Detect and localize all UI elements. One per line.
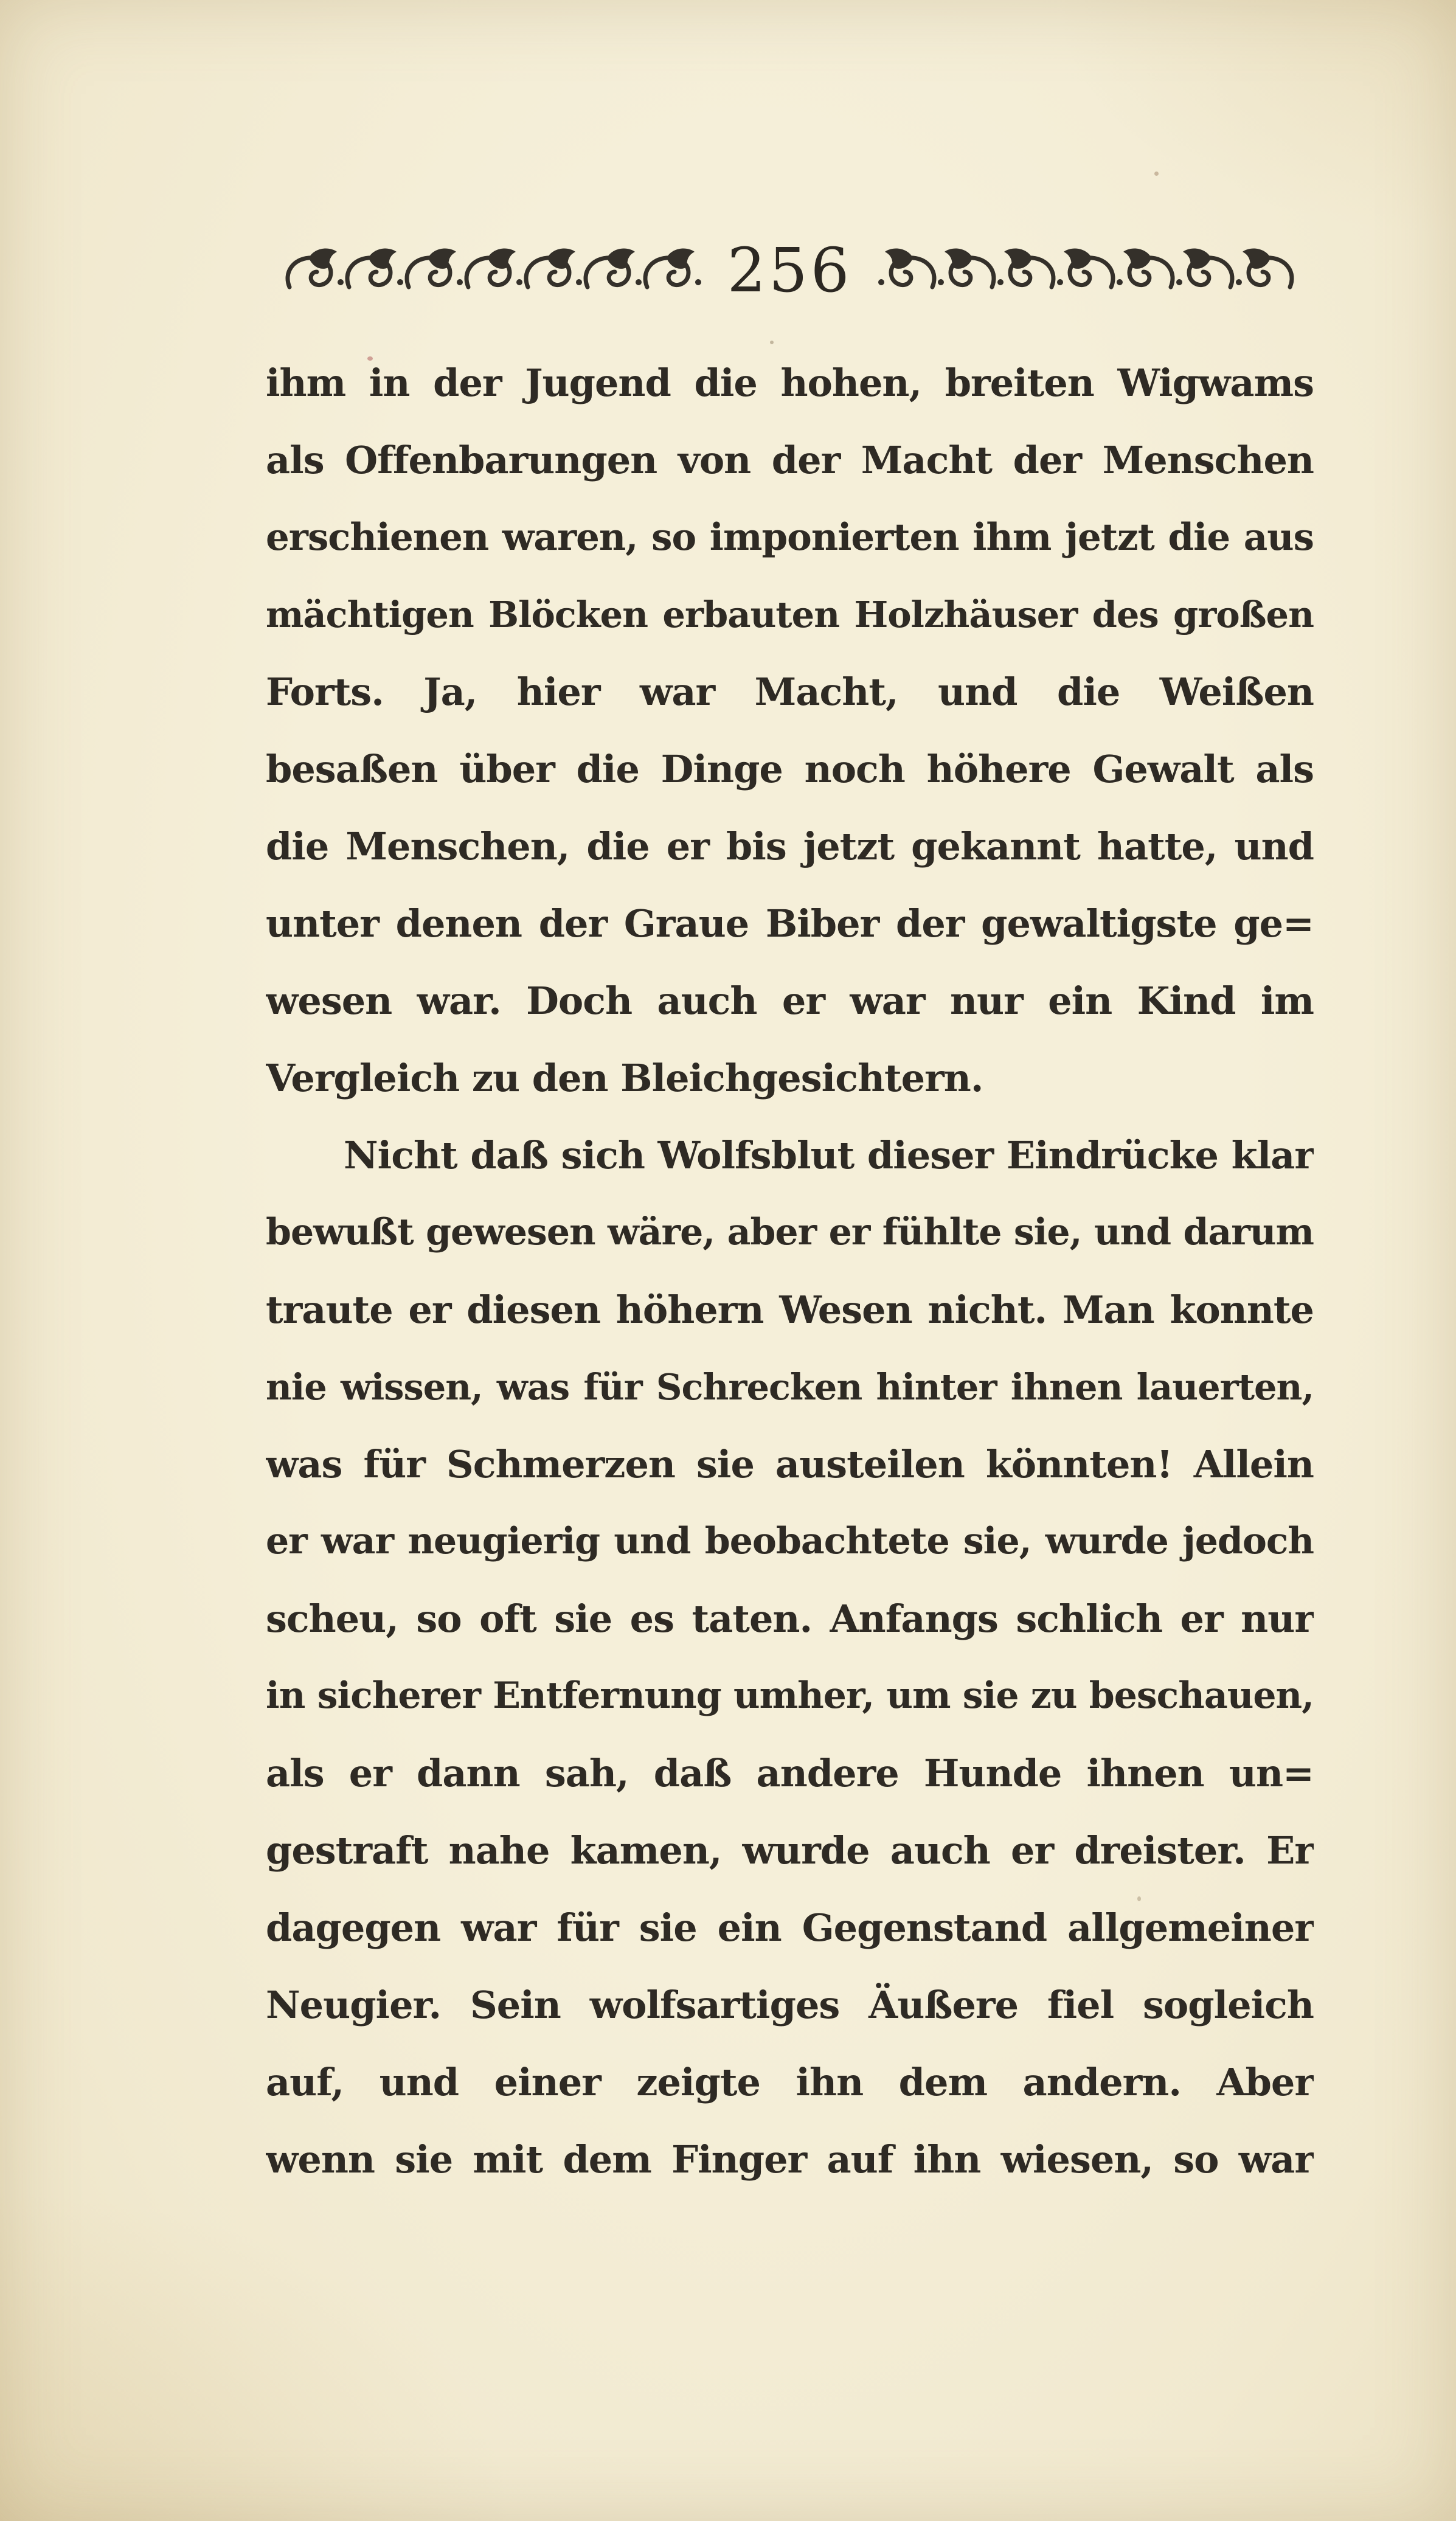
- page-number: 256: [727, 235, 853, 306]
- text-line: als Offenbarungen von der Macht der Menschen: [266, 438, 1314, 482]
- header-ornament-right-icon: [878, 247, 1295, 300]
- text-line: auf, und einer zeigte ihn dem andern. Aber: [266, 2060, 1314, 2104]
- text-line: wenn sie mit dem Finger auf ihn wiesen, so war: [266, 2137, 1314, 2182]
- text-line: bewußt gewesen wäre, aber er fühlte sie, und darum: [266, 1211, 1314, 1254]
- text-line: dagegen war für sie ein Gegenstand allgemeiner: [266, 1905, 1314, 1950]
- text-line: Vergleich zu den Bleichgesichtern.: [266, 1056, 983, 1100]
- page-header: [266, 235, 1314, 307]
- text-line: was für Schmerzen sie austeilen könnten! Allein: [266, 1442, 1314, 1486]
- text-line: mächtigen Blöcken erbauten Holzhäuser des großen: [266, 594, 1314, 636]
- text-line: erschienen waren, so imponierten ihm jetzt die aus: [266, 516, 1314, 559]
- text-line: er war neugierig und beobachtete sie, wurde jedoch: [266, 1520, 1314, 1562]
- body-text: [266, 344, 1314, 2198]
- text-line: besaßen über die Dinge noch höhere Gewalt als: [266, 747, 1314, 791]
- text-line: gestraft nahe kamen, wurde auch er dreister. Er: [266, 1828, 1314, 1873]
- text-line: ihm in der Jugend die hohen, breiten Wigwams: [266, 361, 1314, 405]
- paper-speck: [1154, 172, 1159, 176]
- text-line: die Menschen, die er bis jetzt gekannt hatte, und: [266, 824, 1314, 869]
- text-line: Nicht daß sich Wolfsblut dieser Eindrücke klar: [344, 1133, 1314, 1177]
- text-line: nie wissen, was für Schrecken hinter ihnen lauerten,: [266, 1366, 1314, 1408]
- text-line: Forts. Ja, hier war Macht, und die Weißen: [266, 670, 1314, 714]
- text-line: wesen war. Doch auch er war nur ein Kind im: [266, 979, 1314, 1023]
- text-line: traute er diesen höhern Wesen nicht. Man konnte: [266, 1288, 1314, 1332]
- text-line: als er dann sah, daß andere Hunde ihnen un=: [266, 1751, 1314, 1795]
- text-line: unter denen der Graue Biber der gewaltigste ge=: [266, 901, 1314, 946]
- header-ornament-left-icon: [285, 247, 702, 300]
- text-line: in sicherer Entfernung umher, um sie zu beschauen,: [266, 1674, 1314, 1717]
- text-line: scheu, so oft sie es taten. Anfangs schlich er nur: [266, 1597, 1314, 1641]
- text-line: Neugier. Sein wolfsartiges Äußere fiel sogleich: [266, 1983, 1314, 2027]
